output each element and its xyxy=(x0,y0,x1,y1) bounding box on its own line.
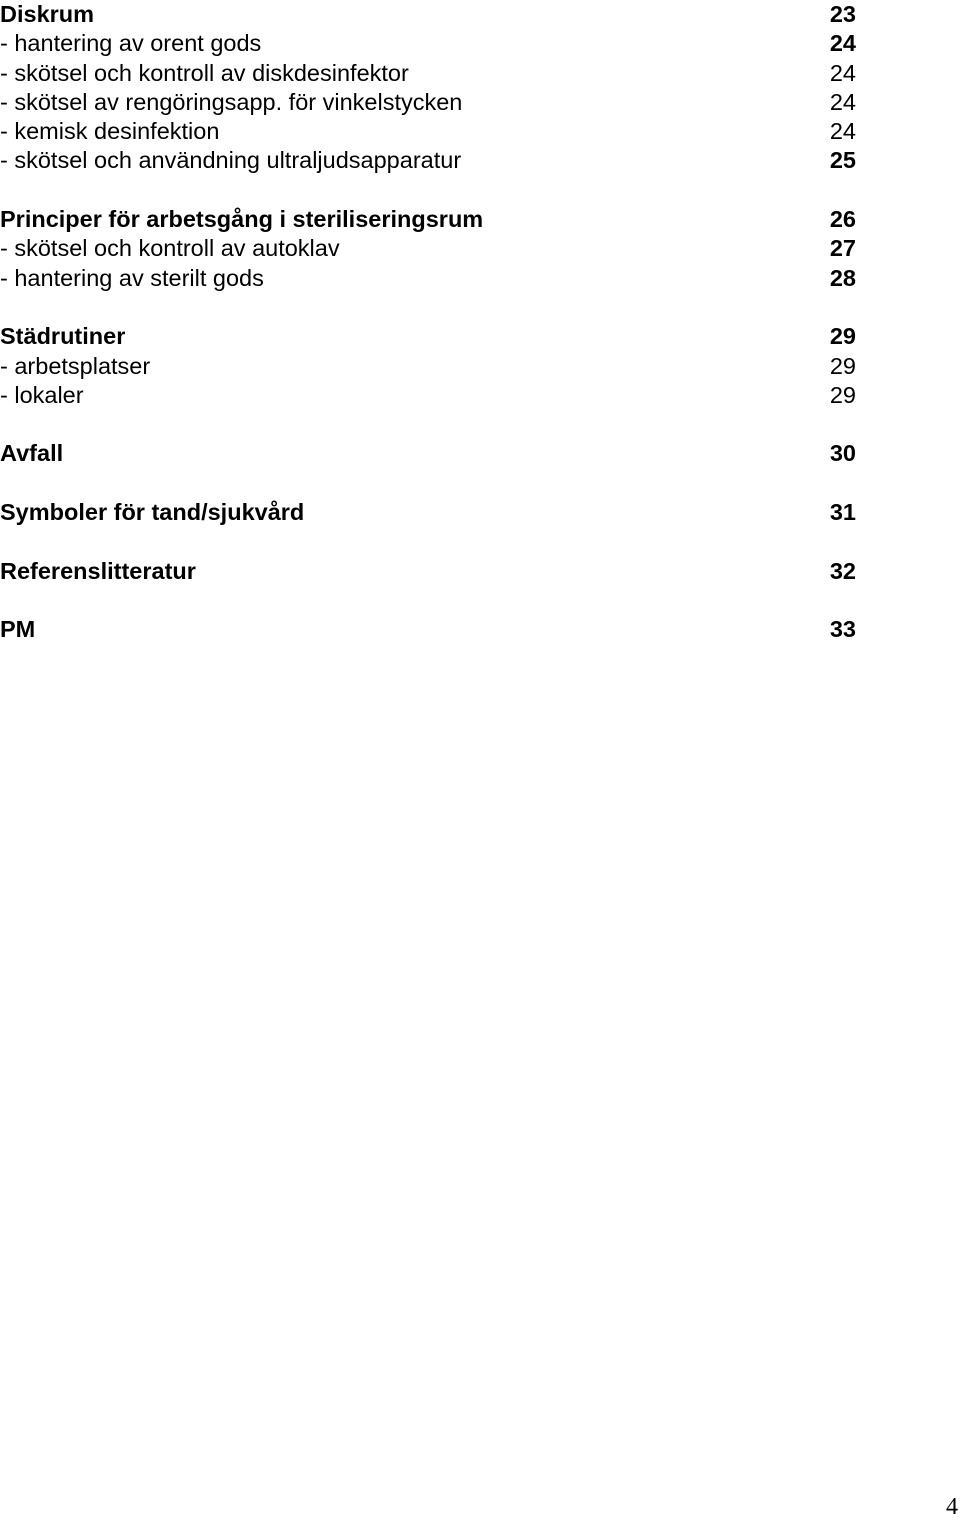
toc-section-pm xyxy=(0,615,860,644)
toc-page-number: 32 xyxy=(829,557,856,584)
toc-section-title: Avfall xyxy=(0,440,64,467)
toc-item-label: - arbetsplatser xyxy=(0,352,151,379)
toc-page-number: 29 xyxy=(829,323,856,350)
toc-item-label: - skötsel av rengöringsapp. för vinkelstycken xyxy=(0,88,463,115)
toc-page-number: 24 xyxy=(829,59,856,86)
toc-section-title: Städrutiner xyxy=(0,323,126,350)
spacer xyxy=(0,293,860,322)
spacer xyxy=(0,176,860,205)
toc-page-number: 26 xyxy=(829,206,856,233)
table-of-contents xyxy=(0,0,860,645)
toc-item xyxy=(0,29,860,58)
toc-section-title: PM xyxy=(0,616,36,643)
toc-section-principer xyxy=(0,205,860,234)
toc-page-number: 24 xyxy=(829,88,856,115)
toc-item xyxy=(0,264,860,293)
footer-page-number: 4 xyxy=(946,1494,958,1520)
toc-section-symboler xyxy=(0,498,860,527)
toc-item-label: - kemisk desinfektion xyxy=(0,118,220,145)
spacer xyxy=(0,527,860,556)
spacer xyxy=(0,410,860,439)
toc-page-number: 24 xyxy=(829,118,856,145)
toc-item xyxy=(0,88,860,117)
toc-section-diskrum xyxy=(0,0,860,29)
toc-page-number: 23 xyxy=(829,1,856,27)
toc-section-referenslitteratur xyxy=(0,557,860,586)
toc-item xyxy=(0,381,860,410)
toc-page-number: 29 xyxy=(829,381,856,408)
toc-page-number: 27 xyxy=(829,235,856,262)
toc-item-label: - skötsel och användning ultraljudsapparatur xyxy=(0,147,462,174)
spacer xyxy=(0,586,860,615)
toc-item-label: - hantering av orent gods xyxy=(0,30,262,57)
toc-section-avfall xyxy=(0,439,860,468)
toc-item xyxy=(0,146,860,175)
toc-page-number: 28 xyxy=(829,264,856,291)
toc-section-title: Principer för arbetsgång i steriliseringsrum xyxy=(0,206,484,233)
toc-item-label: - skötsel och kontroll av autoklav xyxy=(0,235,340,262)
toc-page-number: 29 xyxy=(829,352,856,379)
toc-item xyxy=(0,117,860,146)
spacer xyxy=(0,469,860,498)
toc-section-stadrutiner xyxy=(0,322,860,351)
toc-page-number: 33 xyxy=(829,616,856,643)
toc-item-label: - hantering av sterilt gods xyxy=(0,264,264,291)
toc-page-number: 24 xyxy=(829,30,856,57)
toc-item-label: - lokaler xyxy=(0,381,84,408)
toc-item xyxy=(0,352,860,381)
toc-section-title: Referenslitteratur xyxy=(0,557,196,584)
toc-page-number: 25 xyxy=(829,147,856,174)
toc-item-label: - skötsel och kontroll av diskdesinfektor xyxy=(0,59,409,86)
toc-page-number: 31 xyxy=(829,499,856,526)
toc-page-number: 30 xyxy=(829,440,856,467)
toc-section-title: Symboler för tand/sjukvård xyxy=(0,499,305,526)
toc-item xyxy=(0,59,860,88)
toc-section-title: Diskrum xyxy=(0,1,95,27)
toc-item xyxy=(0,234,860,263)
